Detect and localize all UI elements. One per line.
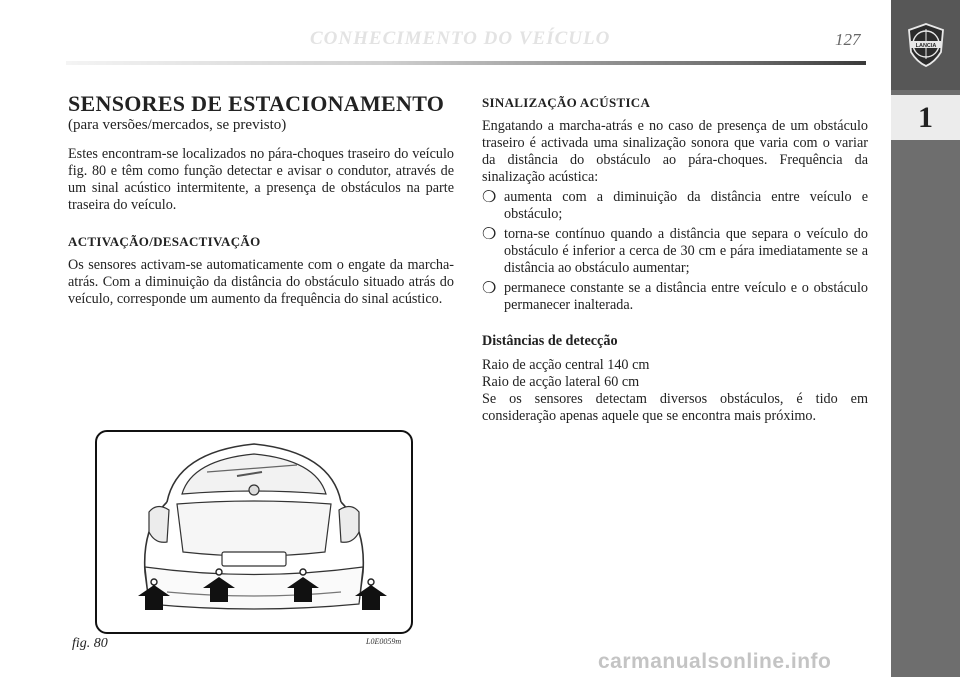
list-item-text: aumenta com a diminuição da distância entre veículo e obstáculo; xyxy=(504,189,868,222)
bullet-icon: ❍ xyxy=(482,280,497,297)
right-column xyxy=(482,92,868,425)
section-subtitle: (para versões/mercados, se previsto) xyxy=(68,117,287,133)
list-item-text: permanece constante se a distância entre veículo e o obstáculo permanecer inalterada. xyxy=(504,280,868,313)
figure-parking-sensors xyxy=(95,430,413,634)
tab-logo-area xyxy=(891,0,960,90)
logo-lettering: LANCIA xyxy=(915,43,937,49)
list-item-text: torna-se contínuo quando a distância que separa o veículo do obstáculo é inferior a cerca de 30 cm e pára imediatamente se a distância ao obstáculo aumentar; xyxy=(504,226,868,276)
lancia-logo-icon xyxy=(905,22,947,68)
header-rule xyxy=(66,61,866,65)
distance-note: Se os sensores detectam diversos obstáculos, é tido em consideração apenas aquele que se encontra mais próximo. xyxy=(482,391,868,424)
list-item xyxy=(482,280,868,314)
list-item xyxy=(482,189,868,223)
figure-code: L0E0059m xyxy=(366,637,402,646)
left-column xyxy=(68,92,454,308)
detection-distances-heading: Distâncias de detecção xyxy=(482,333,618,349)
bullet-icon: ❍ xyxy=(482,226,497,243)
page-number: 127 xyxy=(835,30,861,49)
list-item xyxy=(482,226,868,277)
intro-paragraph: Estes encontram-se localizados no pára-choques traseiro do veículo fig. 80 e têm como função detectar e avisar o condutor, através de um sinal acústico intermitente, a presença de obstáculos na parte traseira do veículo. xyxy=(68,146,454,213)
acoustic-intro-paragraph: Engatando a marcha-atrás e no caso de presença de um obstáculo traseiro é activada uma sinalização sonora que varia com o variar da distância do obstáculo ao pára-choques. Frequência da sinalização acústica: xyxy=(482,118,868,185)
acoustic-signal-heading: SINALIZAÇÃO ACÚSTICA xyxy=(482,95,651,110)
car-rear-illustration xyxy=(97,432,411,632)
watermark: carmanualsonline.info xyxy=(598,650,832,673)
activation-heading: ACTIVAÇÃO/DESACTIVAÇÃO xyxy=(68,234,261,249)
figure-caption: fig. 80 xyxy=(72,636,108,651)
activation-paragraph: Os sensores activam-se automaticamente com o engate da marcha-atrás. Com a diminuição da distância do obstáculo situado atrás do veículo, corresponde um aumento da frequência do sinal acústico. xyxy=(68,257,454,307)
running-header-title: CONHECIMENTO DO VEÍCULO xyxy=(310,28,611,49)
section-title: SENSORES DE ESTACIONAMENTO xyxy=(68,91,445,116)
bullet-icon: ❍ xyxy=(482,189,497,206)
chapter-number: 1 xyxy=(891,95,960,140)
distance-line: Raio de acção lateral 60 cm xyxy=(482,374,640,390)
chapter-tab xyxy=(891,0,960,677)
distance-line: Raio de acção central 140 cm xyxy=(482,357,650,373)
